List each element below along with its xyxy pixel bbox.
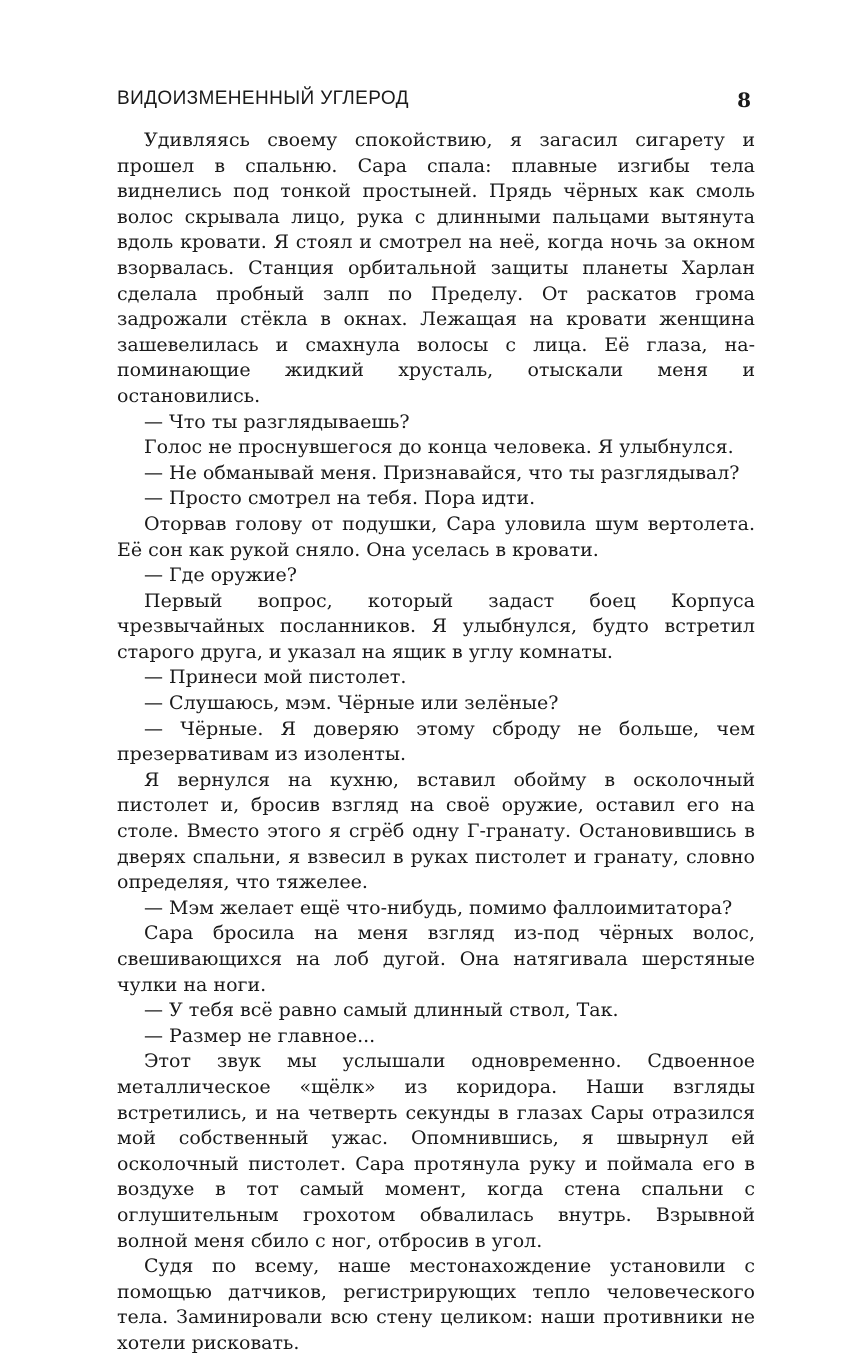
- paragraph: — Мэм желает ещё что-нибудь, помимо фаллоимитатора?: [144, 896, 733, 919]
- paragraph: — Слушаюсь, мэм. Чёрные или зелёные?: [144, 692, 559, 715]
- paragraph: Я вернулся на кухню, вставил обойму в осколочный пистолет и, бросив взгляд на своё оружие, оставил его на столе. Вместо этого я сгрёб одну Г-гранату. Остановившись в дверях спальни, я взвесил в руках пистолет и гранату, словно определяя, что тяжелее.: [117, 768, 755, 894]
- paragraph: Сара бросила на меня взгляд из-под чёрных волос, свешивающихся на лоб дугой. Она натягивала шерстяные чулки на ноги.: [117, 922, 755, 996]
- book-title: ВИДОИЗМЕНЕННЫЙ УГЛЕРОД: [117, 88, 409, 109]
- paragraph: — У тебя всё равно самый длинный ствол, Так.: [144, 999, 619, 1022]
- paragraph: — Чёрные. Я доверяю этому сброду не больше, чем презервативам из изоленты.: [117, 717, 755, 766]
- page-number: 8: [737, 88, 751, 112]
- paragraph: Этот звук мы услышали одновременно. Сдвоенное металлическое «щёлк» из коридора. Наши взгляды встретились, и на четверть секунды в глазах Сары отразился мой собственный ужас. Опомнившись, я швырнул ей осколочный пистолет. Сара протянула руку и поймала его в воздухе в тот самый момент, когда стена спальни с оглушительным грохотом обвалилась внутрь. Взрывной волной меня сбило с ног, отбросив в угол.: [117, 1050, 755, 1252]
- paragraph: Первый вопрос, который задаст боец Корпуса чрезвычайных посланников. Я улыбнулся, будто встретил старого друга, и указал на ящик в углу комнаты.: [117, 589, 755, 663]
- body-text: [117, 128, 755, 1357]
- paragraph: — Принеси мой пистолет.: [144, 666, 407, 689]
- paragraph: — Не обманывай меня. Признавайся, что ты разглядывал?: [144, 461, 740, 484]
- paragraph: Оторвав голову от подушки, Сара уловила шум вертолета. Её сон как рукой сняло. Она уселась в кровати.: [117, 512, 755, 561]
- paragraph: Судя по всему, наше местонахождение установили с помощью датчиков, регистрирующих тепло человеческого тела. Заминировали всю стену целиком: наши противники не хотели рисковать.: [117, 1255, 755, 1354]
- book-page: [117, 88, 755, 1354]
- running-head: [117, 88, 755, 118]
- paragraph: — Что ты разглядываешь?: [144, 410, 410, 433]
- paragraph: Удивляясь своему спокойствию, я загасил сигарету и прошел в спальню. Сара спала: плавные изгибы тела виднелись под тонкой простыней. Прядь чёрных как смоль волос скрывала лицо, рука с длинными пальцами вытянута вдоль кровати. Я стоял и смотрел на неё, когда ночь за окном взорвалась. Станция орбитальной защиты планеты Харлан сделала пробный залп по Пределу. От раскатов грома задрожали стёкла в окнах. Лежащая на кровати женщина зашевелилась и смахнула волосы с лица. Её глаза, напоминающие жидкий хрусталь, отыскали меня и остановились.: [117, 129, 755, 407]
- paragraph: Голос не проснувшегося до конца человека. Я улыбнулся.: [144, 436, 734, 459]
- paragraph: — Где оружие?: [144, 564, 297, 587]
- paragraph: — Просто смотрел на тебя. Пора идти.: [144, 487, 536, 510]
- paragraph: — Размер не главное...: [144, 1024, 376, 1047]
